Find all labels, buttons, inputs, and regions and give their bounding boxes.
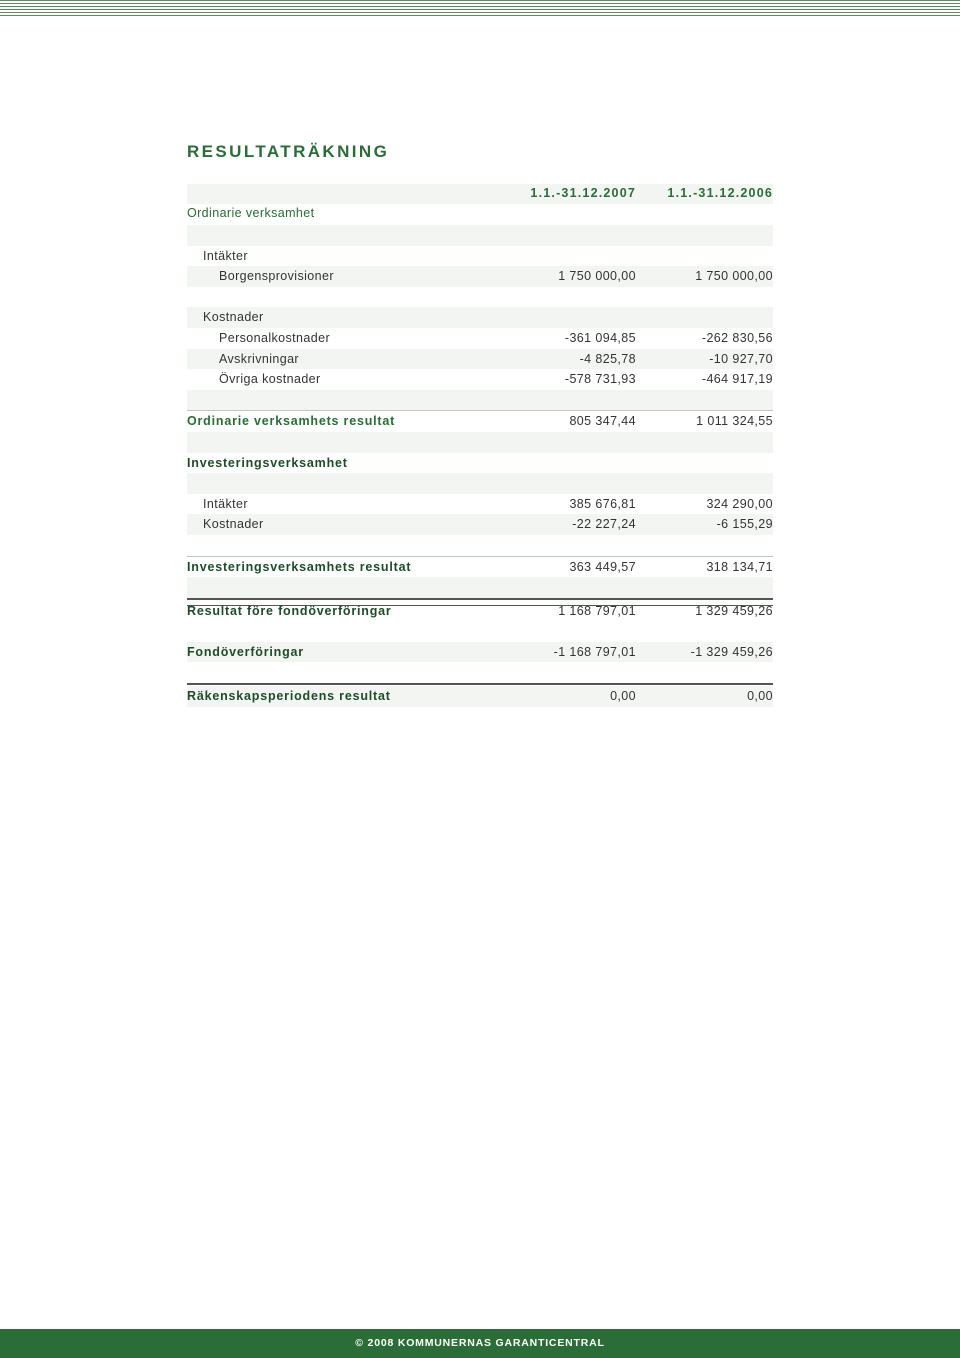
page-title: RESULTATRÄKNING bbox=[187, 142, 390, 161]
footer-copyright: © 2008 KOMMUNERNAS GARANTICENTRAL bbox=[355, 1337, 605, 1349]
spacer bbox=[187, 225, 773, 246]
spacer bbox=[187, 662, 773, 683]
table-row: Intäkter 385 676,81 324 290,00 bbox=[203, 496, 773, 511]
spacer bbox=[187, 577, 773, 598]
spacer bbox=[187, 390, 773, 411]
spacer bbox=[187, 473, 773, 494]
top-stripe-band bbox=[0, 0, 960, 18]
subheading-income: Intäkter bbox=[203, 248, 248, 263]
column-header-2006: 1.1.-31.12.2006 bbox=[667, 186, 773, 200]
result-row-transfers: Fondöverföringar -1 168 797,01 -1 329 459,26 bbox=[187, 642, 773, 663]
subheading-costs: Kostnader bbox=[187, 307, 773, 328]
section-label-investment: Investeringsverksamhet bbox=[187, 455, 348, 470]
spacer bbox=[187, 287, 773, 308]
column-header-2007: 1.1.-31.12.2007 bbox=[530, 186, 636, 200]
table-row: Avskrivningar -4 825,78 -10 927,70 bbox=[187, 349, 773, 370]
table-row: Borgensprovisioner 1 750 000,00 1 750 000,00 bbox=[187, 266, 773, 287]
income-statement bbox=[187, 184, 773, 707]
spacer bbox=[187, 621, 773, 642]
column-header-row bbox=[187, 184, 773, 225]
result-row-period: Räkenskapsperiodens resultat 0,00 0,00 bbox=[187, 686, 773, 707]
spacer bbox=[187, 432, 773, 453]
table-row: Personalkostnader -361 094,85 -262 830,56 bbox=[219, 330, 773, 345]
table-row: Kostnader -22 227,24 -6 155,29 bbox=[187, 514, 773, 535]
section-label-ordinary: Ordinarie verksamhet bbox=[187, 206, 315, 220]
table-row: Övriga kostnader -578 731,93 -464 917,19 bbox=[219, 372, 773, 387]
result-row-before-transfers: Resultat före fondöverföringar 1 168 797,01 1 329 459,26 bbox=[187, 603, 773, 618]
result-row-ordinary: Ordinarie verksamhets resultat 805 347,44 1 011 324,55 bbox=[187, 410, 773, 432]
spacer bbox=[187, 535, 773, 556]
result-row-investment: Investeringsverksamhets resultat 363 449,57 318 134,71 bbox=[187, 556, 773, 578]
